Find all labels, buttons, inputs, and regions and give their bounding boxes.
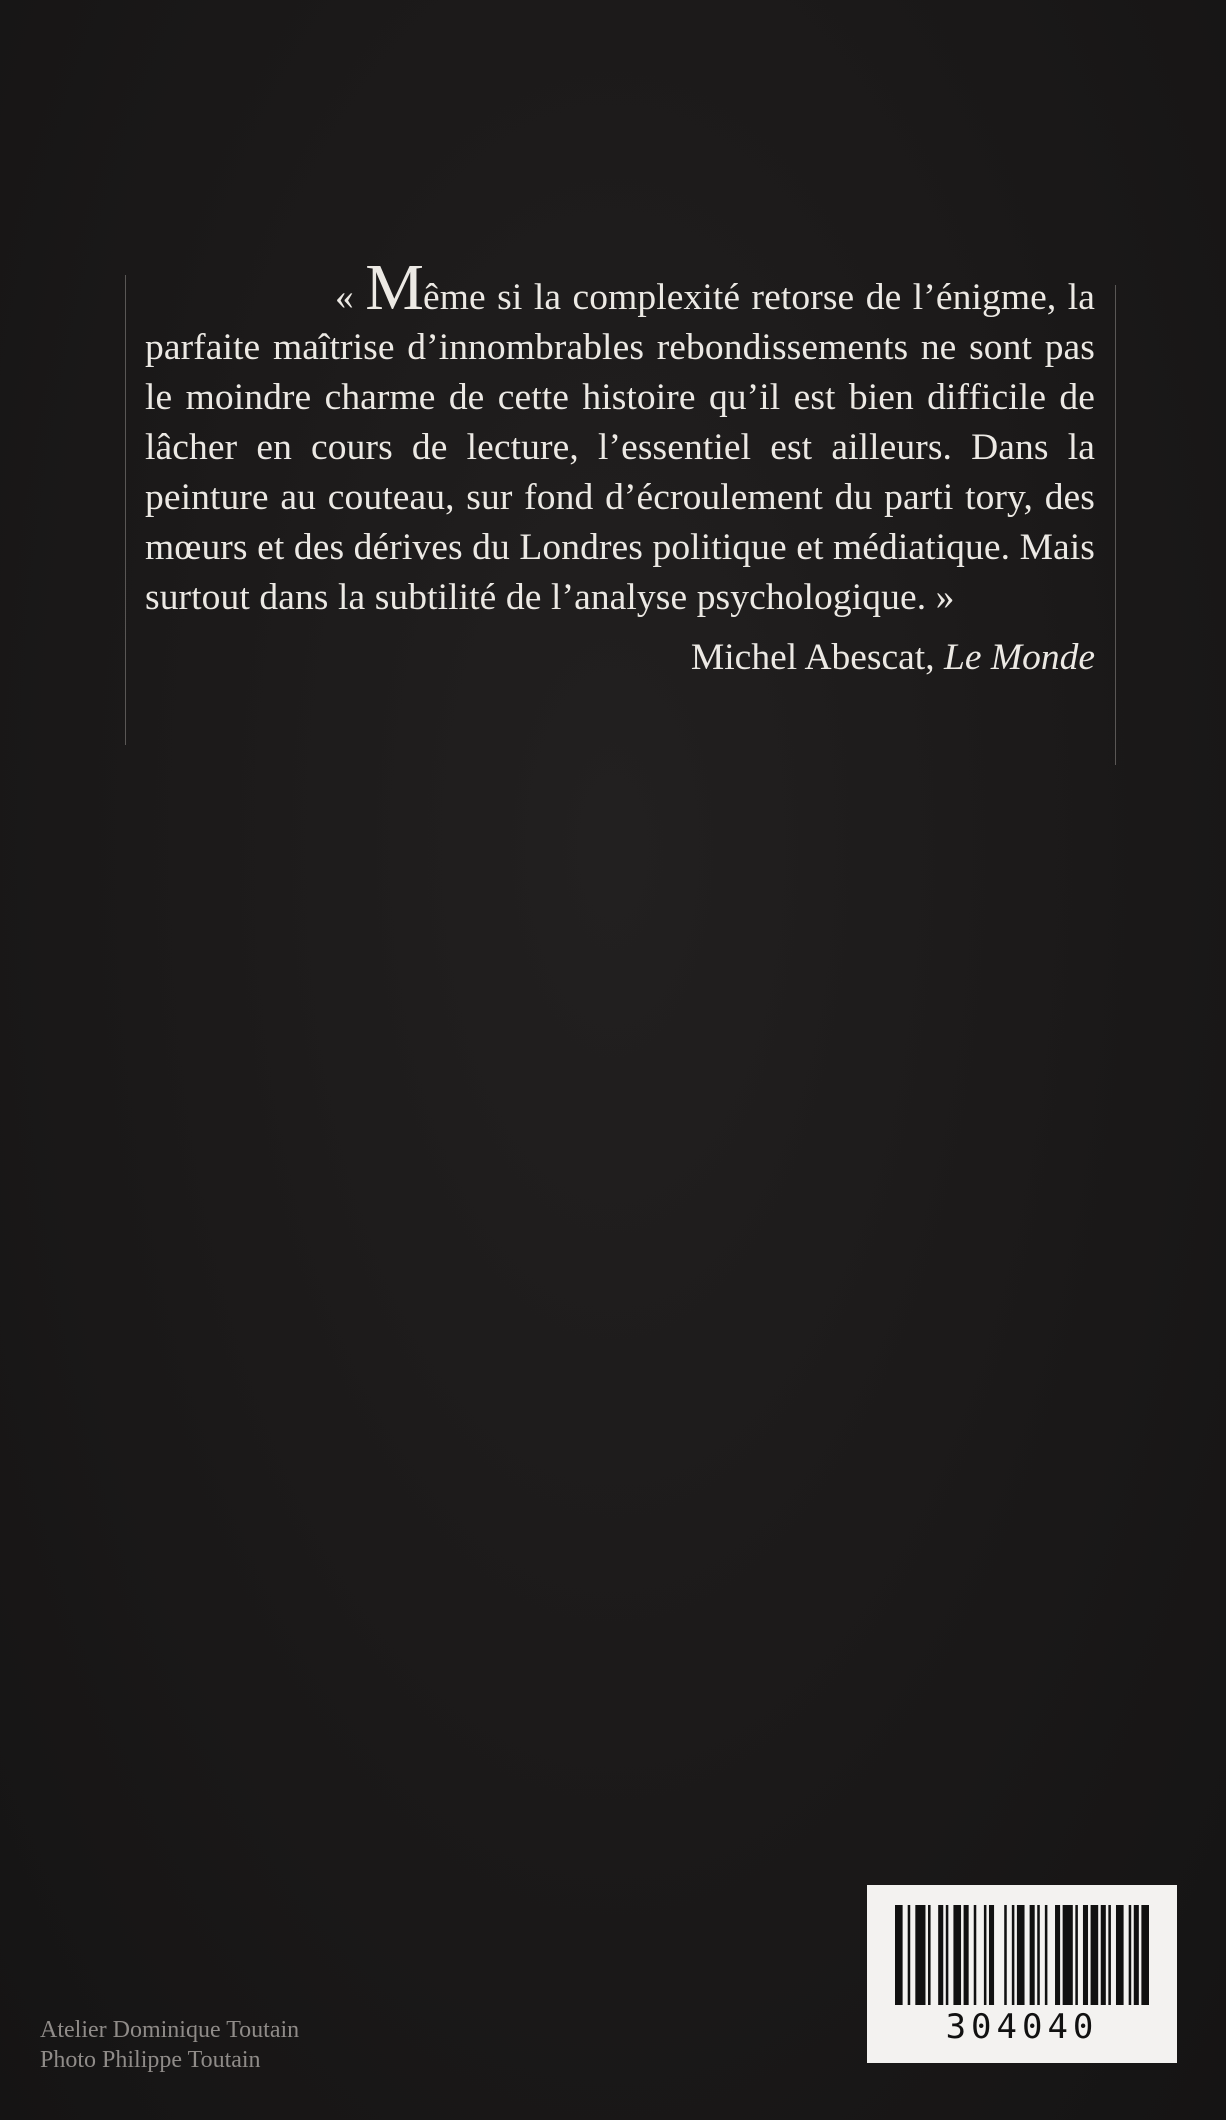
barcode-bar xyxy=(1116,1905,1124,2005)
barcode-bar xyxy=(1055,1905,1060,2005)
barcode-bar xyxy=(1108,1905,1111,2005)
barcode-bar xyxy=(1141,1905,1149,2005)
barcode-bar xyxy=(1037,1905,1040,2005)
left-margin-rule xyxy=(125,275,126,745)
barcode-bar xyxy=(1134,1905,1139,2005)
barcode-bar xyxy=(928,1905,931,2005)
barcode-bar xyxy=(1004,1905,1007,2005)
barcode-bar xyxy=(1091,1905,1099,2005)
quote-attribution xyxy=(145,633,1095,683)
barcode-bar xyxy=(1129,1905,1132,2005)
photo-credit: Photo Philippe Toutain xyxy=(40,2047,261,2073)
barcode-bar xyxy=(1030,1905,1035,2005)
press-quote xyxy=(145,251,1096,683)
right-margin-rule xyxy=(1115,285,1116,765)
barcode-number: 304040 xyxy=(945,2007,1099,2047)
quote-open-mark: « xyxy=(335,277,366,318)
barcode-bar xyxy=(1075,1905,1078,2005)
barcode-bar xyxy=(1012,1905,1015,2005)
barcode-bar xyxy=(974,1905,977,2005)
barcode-bars xyxy=(895,1905,1149,2005)
barcode-bar xyxy=(895,1905,903,2005)
barcode-bar xyxy=(1063,1905,1073,2005)
barcode-bar xyxy=(989,1905,994,2005)
barcode xyxy=(867,1885,1177,2063)
barcode-bar xyxy=(946,1905,949,2005)
barcode-bar xyxy=(1083,1905,1088,2005)
barcode-bar xyxy=(1101,1905,1106,2005)
barcode-bar xyxy=(915,1905,925,2005)
barcode-bar xyxy=(964,1905,969,2005)
barcode-bar xyxy=(938,1905,943,2005)
barcode-bar xyxy=(984,1905,987,2005)
cover-credits xyxy=(40,2015,299,2075)
barcode-bar xyxy=(953,1905,961,2005)
design-credit: Atelier Dominique Toutain xyxy=(40,2017,300,2043)
quote-body: ême si la complexité retorse de l’énigme, la parfaite maîtrise d’innombrables rebondissements ne sont pas le moindre charme de cette histoire qu’il est bien difficile de lâcher en cours de lecture, l’essentiel est ailleurs. Dans la peinture au couteau, sur fond d’écroulement du parti tory, des mœurs et des dérives du Londres politique et médiatique. Mais surtout dans la subtilité de l’analyse psychologique. » xyxy=(145,277,1096,618)
barcode-bar xyxy=(908,1905,911,2005)
attribution-publication: Le Monde xyxy=(943,637,1095,678)
attribution-author: Michel Abescat, xyxy=(690,637,944,678)
barcode-bar xyxy=(1017,1905,1025,2005)
quote-text xyxy=(145,251,1096,623)
barcode-bar xyxy=(1045,1905,1048,2005)
quote-dropcap: M xyxy=(365,251,423,324)
